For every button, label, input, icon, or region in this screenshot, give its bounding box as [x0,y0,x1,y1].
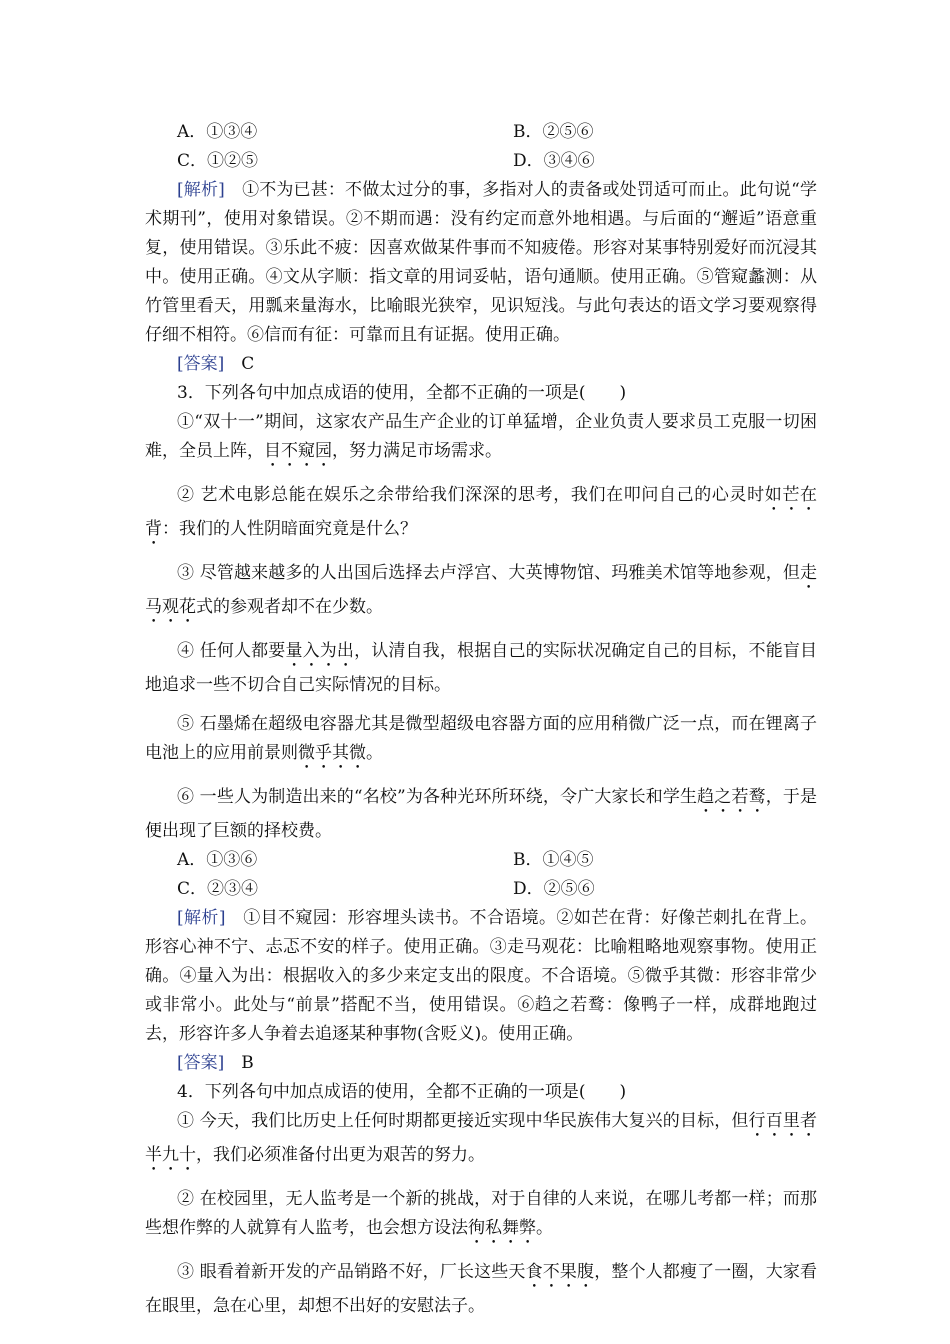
emphasized-idiom: 行百里者半九十 [145,1111,818,1165]
document-page [145,118,817,1321]
q3-sentence-2: ② 艺术电影总能在娱乐之余带给我们深深的思考，我们在叩问自己的心灵时如芒在背：我们的人性阴暗面究竟是什么？ [145,485,818,539]
q2-options-row-2 [145,147,817,176]
answer-value: B [241,1053,254,1073]
q2-option-c: C．①②⑤ [177,151,259,171]
q2-option-b: B．②⑤⑥ [513,122,594,142]
emphasized-idiom: 微乎其微 [298,743,366,763]
q3-sentence-1: ①“双十一”期间，这家农产品生产企业的订单猛增，企业负责人要求员工克服一切困难，全员上阵，目不窥园，努力满足市场需求。 [145,412,817,461]
q3-option-d: D．②⑤⑥ [513,879,595,899]
q4-stem: 4．下列各句中加点成语的使用，全都不正确的一项是( ) [177,1082,627,1102]
emphasized-idiom: 徇私舞弊 [468,1218,536,1238]
answer-tag: [答案] [177,1053,225,1073]
emphasized-idiom: 如芒在背 [145,485,818,539]
analysis-tag: [解析] [177,908,226,928]
analysis-text: ①目不窥园：形容埋头读书。不合语境。②如芒在背：好像芒刺扎在背上。形容心神不宁、忐忑不安的样子。使用正确。③走马观花：比喻粗略地观察事物。使用正确。④量入为出：根据收入的多少来定支出的限度。不合语境。⑤微乎其微：形容非常少或非常小。此处与“前景”搭配不当，使用错误。⑥趋之若鹜：像鸭子一样，成群地跑过去，形容许多人争着去追逐某种事物(含贬义)。使用正确。 [145,908,818,1044]
emphasized-idiom: 量入为出 [285,641,355,661]
analysis-text: ①不为已甚：不做太过分的事，多指对人的责备或处罚适可而止。此句说“学术期刊”，使用对象错误。②不期而遇：没有约定而意外地相遇。与后面的“邂逅”语意重复，使用错误。③乐此不疲：因喜欢做某件事而不知疲倦。形容对某事特别爱好而沉浸其中。使用正确。④文从字顺：指文章的用词妥帖，语句通顺。使用正确。⑤管窥蠡测：从竹管里看天，用瓢来量海水，比喻眼光狭窄，见识短浅。与此句表达的语文学习要观察得仔细不相符。⑥信而有征：可靠而且有证据。使用正确。 [145,180,818,345]
q4-sentence-3: ③ 眼看着新开发的产品销路不好，厂长这些天食不果腹，整个人都瘦了一圈，大家看在眼里，急在心里，却想不出好的安慰法子。 [145,1262,818,1316]
q2-option-d: D．③④⑥ [513,151,595,171]
q3-answer [145,1049,817,1078]
emphasized-idiom: 走马观花 [145,563,817,617]
q4-sentence-2: ② 在校园里，无人监考是一个新的挑战，对于自律的人来说，在哪儿考都一样；而那些想作弊的人就算有人监考，也会想方设法徇私舞弊。 [145,1189,817,1238]
answer-tag: [答案] [177,354,225,374]
q3-sentence-5: ⑤ 石墨烯在超级电容器尤其是微型超级电容器方面的应用稍微广泛一点，而在锂离子电池上的应用前景则微乎其微。 [145,714,817,763]
q2-analysis [145,176,817,350]
emphasized-idiom: 趋之若鹜 [697,787,766,807]
emphasized-idiom: 目不窥园 [264,441,332,461]
q2-answer [145,350,817,379]
q3-option-a: A．①③⑥ [177,850,258,870]
q4-sentence-1: ① 今天，我们比历史上任何时期都更接近实现中华民族伟大复兴的目标，但行百里者半九十，我们必须准备付出更为艰苦的努力。 [145,1111,818,1165]
q3-sentence-3: ③ 尽管越来越多的人出国后选择去卢浮宫、大英博物馆、玛雅美术馆等地参观，但走马观花式的参观者却不在少数。 [145,563,817,617]
q3-sentence-6: ⑥ 一些人为制造出来的“名校”为各种光环所环绕，令广大家长和学生趋之若鹜，于是便出现了巨额的择校费。 [145,787,818,841]
q3-option-b: B．①④⑤ [513,850,594,870]
analysis-tag: [解析] [177,180,225,200]
q3-analysis [145,904,817,1049]
q3-options-row-2 [145,875,817,904]
q3-sentence-4: ④ 任何人都要量入为出，认清自我，根据自己的实际状况确定自己的目标，不能盲目地追求一些不切合自己实际情况的目标。 [145,641,818,695]
q2-option-a: A．①③④ [177,122,258,142]
q3-stem: 3．下列各句中加点成语的使用，全都不正确的一项是( ) [177,383,627,403]
q2-options-row-1 [145,118,817,147]
q3-option-c: C．②③④ [177,879,259,899]
emphasized-idiom: 食不果腹 [525,1262,595,1282]
q3-options-row-1 [145,846,817,875]
answer-value: C [241,354,255,374]
